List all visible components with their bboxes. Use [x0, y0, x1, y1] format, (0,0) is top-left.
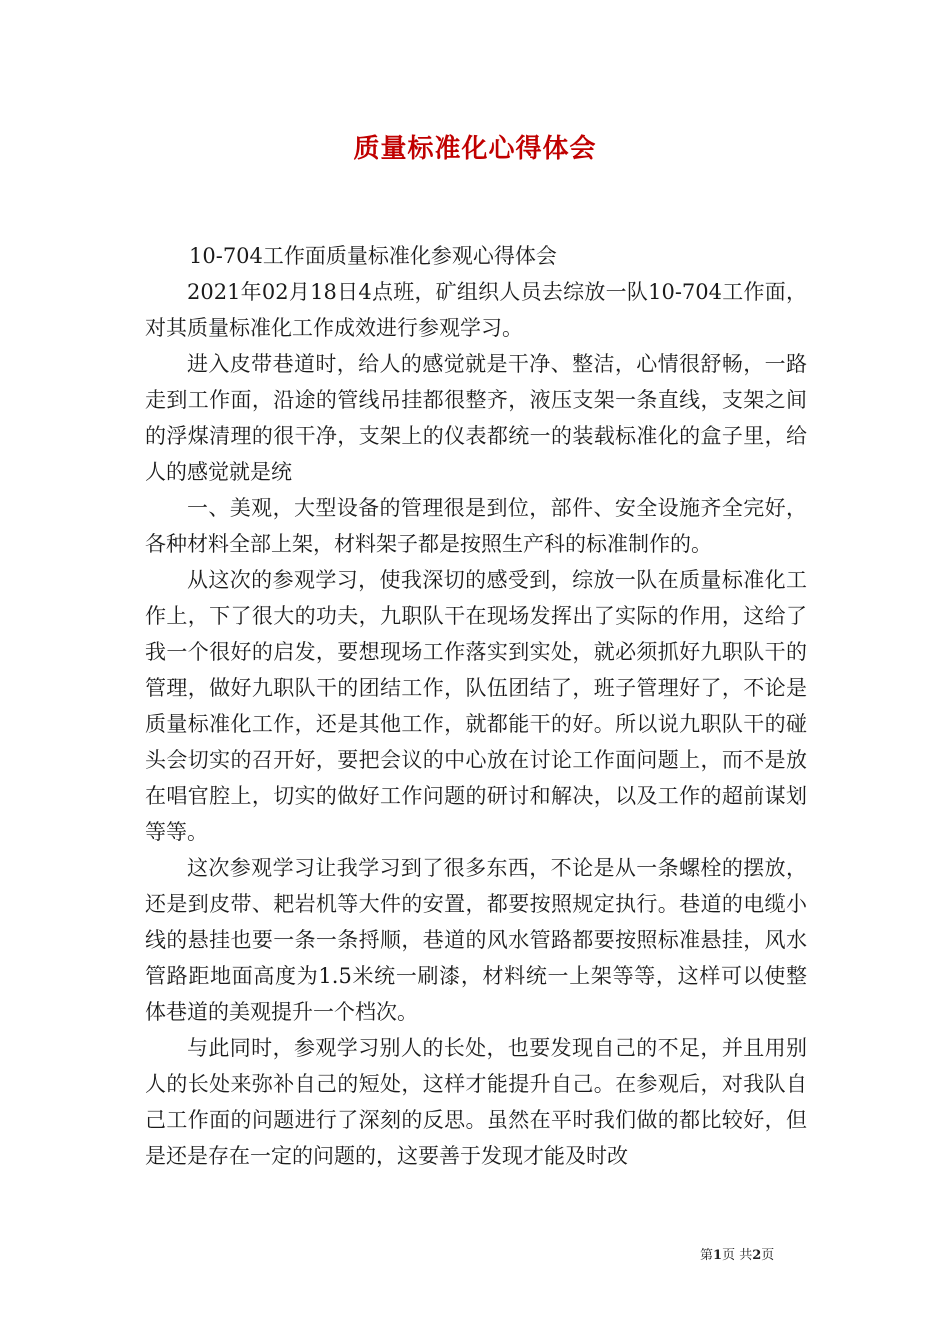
page-number-footer [700, 1247, 840, 1265]
footer-mid: 页 共 [722, 1248, 753, 1263]
footer-current-page: 1 [713, 1248, 723, 1263]
paragraph: 2021年02月18日4点班，矿组织人员去综放一队10-704工作面，对其质量标准化工作成效进行参观学习。 [145, 280, 807, 340]
paragraph-subtitle: 10-704工作面质量标准化参观心得体会 [189, 244, 557, 268]
paragraph: 进入皮带巷道时，给人的感觉就是干净、整洁，心情很舒畅，一路走到工作面，沿途的管线吊挂都很整齐，液压支架一条直线，支架之间的浮煤清理的很干净，支架上的仪表都统一的装载标准化的盒子里，给人的感觉就是统 [145, 352, 807, 484]
document-body [145, 238, 807, 1174]
paragraph: 从这次的参观学习，使我深切的感受到，综放一队在质量标准化工作上，下了很大的功夫，九职队干在现场发挥出了实际的作用，这给了我一个很好的启发，要想现场工作落实到实处，就必须抓好九职队干的管理，做好九职队干的团结工作，队伍团结了，班子管理好了，不论是质量标准化工作，还是其他工作，就都能干的好。所以说九职队干的碰头会切实的召开好，要把会议的中心放在讨论工作面问题上，而不是放在唱官腔上，切实的做好工作问题的研讨和解决，以及工作的超前谋划等等。 [145, 568, 807, 844]
paragraph: 一、美观，大型设备的管理很是到位，部件、安全设施齐全完好，各种材料全部上架，材料架子都是按照生产科的标准制作的。 [145, 496, 807, 556]
footer-total-pages: 2 [752, 1248, 762, 1263]
footer-prefix: 第 [700, 1248, 714, 1263]
footer-suffix: 页 [761, 1248, 775, 1263]
paragraph: 与此同时，参观学习别人的长处，也要发现自己的不足，并且用别人的长处来弥补自己的短处，这样才能提升自己。在参观后，对我队自己工作面的问题进行了深刻的反思。虽然在平时我们做的都比较好，但是还是存在一定的问题的，这要善于发现才能及时改 [145, 1036, 807, 1168]
paragraph: 这次参观学习让我学习到了很多东西，不论是从一条螺栓的摆放，还是到皮带、耙岩机等大件的安置，都要按照规定执行。巷道的电缆小线的悬挂也要一条一条捋顺，巷道的风水管路都要按照标准悬挂，风水管路距地面高度为1.5米统一刷漆，材料统一上架等等，这样可以使整体巷道的美观提升一个档次。 [145, 856, 807, 1024]
document-title: 质量标准化心得体会 [353, 134, 597, 164]
